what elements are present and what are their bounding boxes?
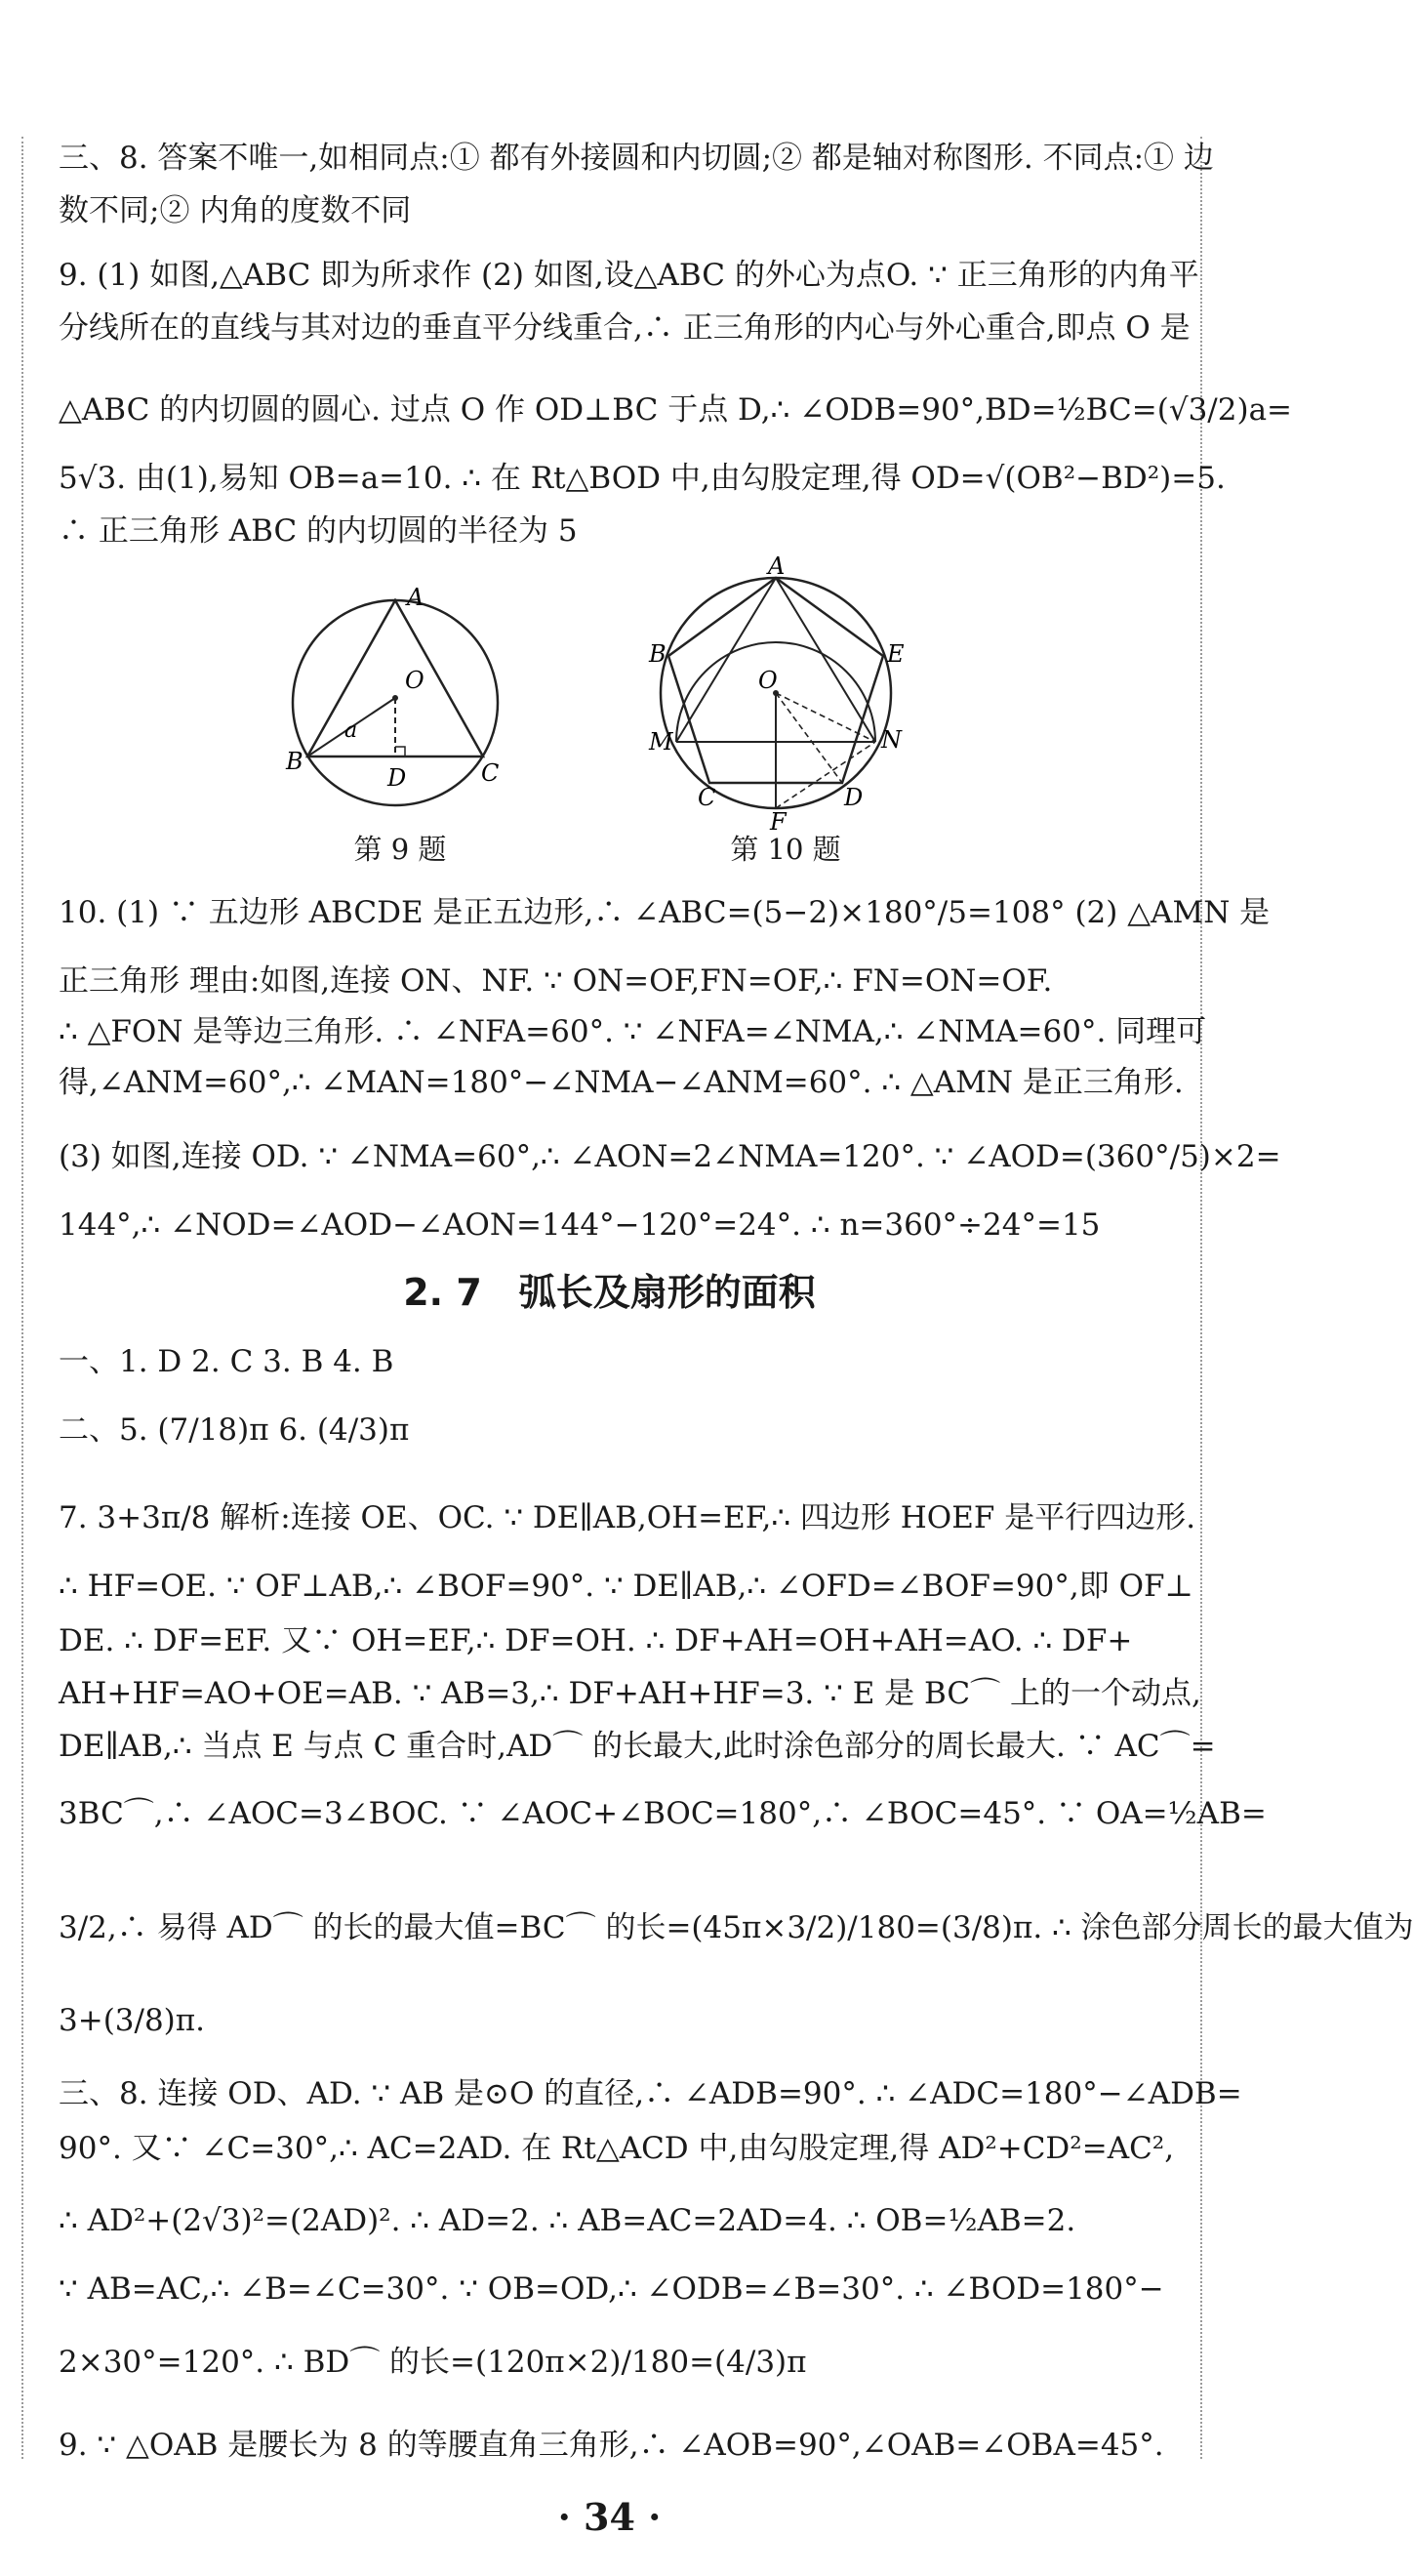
figure-10 [649,552,905,836]
text-line: 三、8. 答案不唯一,如相同点:① 都有外接圆和内切圆;② 都是轴对称图形. 不同点:① 边 [59,141,1214,176]
text-line: ∴ HF=OE. ∵ OF⊥AB,∴ ∠BOF=90°. ∵ DE∥AB,∴ ∠OFD=∠BOF=90°,即 OF⊥ [59,1569,1193,1604]
section-title: 2. 7 弧长及扇形的面积 [403,1271,816,1314]
label-f-point: F [770,808,787,836]
text-line: 正三角形 理由:如图,连接 ON、NF. ∵ ON=OF,FN=OF,∴ FN=ON=OF. [59,963,1053,999]
text-line: 144°,∴ ∠NOD=∠AOD−∠AON=144°−120°=24°. ∴ n=360°÷24°=15 [59,1207,1101,1243]
text-line: AH+HF=AO+OE=AB. ∵ AB=3,∴ DF+AH+HF=3. ∵ E 是 BC⌒ 上的一个动点, [59,1676,1201,1711]
text-line: ∴ 正三角形 ABC 的内切圆的半径为 5 [59,513,578,549]
label-c-vertex: C [698,784,716,811]
label-d-vertex: D [844,784,864,811]
text-line: 9. (1) 如图,△ABC 即为所求作 (2) 如图,设△ABC 的外心为点O. ∵ 正三角形的内角平 [59,258,1199,293]
text-line: (3) 如图,连接 OD. ∵ ∠NMA=60°,∴ ∠AON=2∠NMA=120°. ∵ ∠AOD=(360°/5)×2= [59,1139,1281,1174]
text-line: 10. (1) ∵ 五边形 ABCDE 是正五边形,∴ ∠ABC=(5−2)×180°/5=108° (2) △AMN 是 [59,895,1271,930]
text-line: 三、8. 连接 OD、AD. ∵ AB 是⊙O 的直径,∴ ∠ADB=90°. ∴ ∠ADC=180°−∠ADB= [59,2076,1242,2111]
text-line: 3+(3/8)π. [59,2003,206,2038]
label-c-vertex: C [481,759,500,787]
text-line: 90°. 又∵ ∠C=30°,∴ AC=2AD. 在 Rt△ACD 中,由勾股定理,得 AD²+CD²=AC², [59,2131,1175,2166]
label-o-center: O [758,667,778,694]
text-line: 分线所在的直线与其对边的垂直平分线重合,∴ 正三角形的内心与外心重合,即点 O 是 [59,310,1191,346]
page-number: · 34 · [557,2495,662,2539]
text-line: DE. ∴ DF=EF. 又∵ OH=EF,∴ DF=OH. ∴ DF+AH=OH+AH=AO. ∴ DF+ [59,1623,1133,1658]
text-line: ∵ AB=AC,∴ ∠B=∠C=30°. ∵ OB=OD,∴ ∠ODB=∠B=30°. ∴ ∠BOD=180°− [59,2271,1164,2307]
text-line: DE∥AB,∴ 当点 E 与点 C 重合时,AD⌒ 的长最大,此时涂色部分的周长最大. ∵ AC⌒= [59,1729,1216,1764]
figure-9 [278,576,522,820]
label-n-point: N [881,726,902,754]
caption-fig10: 第 10 题 [730,833,841,866]
label-b-vertex: B [649,640,667,668]
text-line: 5√3. 由(1),易知 OB=a=10. ∴ 在 Rt△BOD 中,由勾股定理,得 OD=√(OB²−BD²)=5. [59,461,1226,496]
text-line: 7. 3+3π/8 解析:连接 OE、OC. ∵ DE∥AB,OH=EF,∴ 四边形 HOEF 是平行四边形. [59,1500,1196,1535]
text-line: 3BC⌒,∴ ∠AOC=3∠BOC. ∵ ∠AOC+∠BOC=180°,∴ ∠BOC=45°. ∵ OA=½AB= [59,1796,1267,1831]
text-line: 数不同;② 内角的度数不同 [59,193,412,228]
text-line: 得,∠ANM=60°,∴ ∠MAN=180°−∠NMA−∠ANM=60°. ∴ △AMN 是正三角形. [59,1065,1184,1100]
caption-fig9: 第 9 题 [353,833,447,866]
text-line: △ABC 的内切圆的圆心. 过点 O 作 OD⊥BC 于点 D,∴ ∠ODB=90°,BD=½BC=(√3/2)a= [59,392,1293,428]
text-line: 二、5. (7/18)π 6. (4/3)π [59,1412,410,1448]
label-e-vertex: E [887,640,905,668]
label-b-vertex: B [286,748,303,775]
text-line: ∴ △FON 是等边三角形. ∴ ∠NFA=60°. ∵ ∠NFA=∠NMA,∴ ∠NMA=60°. 同理可 [59,1014,1207,1049]
text-line: ∴ AD²+(2√3)²=(2AD)². ∴ AD=2. ∴ AB=AC=2AD=4. ∴ OB=½AB=2. [59,2203,1076,2238]
label-side-a: a [344,718,358,743]
label-a-vertex: A [407,584,424,611]
text-line: 2×30°=120°. ∴ BD⌒ 的长=(120π×2)/180=(4/3)π [59,2345,807,2380]
text-line: 一、1. D 2. C 3. B 4. B [59,1344,394,1379]
label-d-point: D [387,764,407,792]
label-m-point: M [649,728,673,756]
text-line: 3/2,∴ 易得 AD⌒ 的长的最大值=BC⌒ 的长=(45π×3/2)/180=(3/8)π. ∴ 涂色部分周长的最大值为 [59,1910,1414,1945]
label-a-vertex: A [768,552,786,580]
text-line: 9. ∵ △OAB 是腰长为 8 的等腰直角三角形,∴ ∠AOB=90°,∠OAB=∠OBA=45°. [59,2428,1164,2463]
label-o-center: O [405,667,424,694]
